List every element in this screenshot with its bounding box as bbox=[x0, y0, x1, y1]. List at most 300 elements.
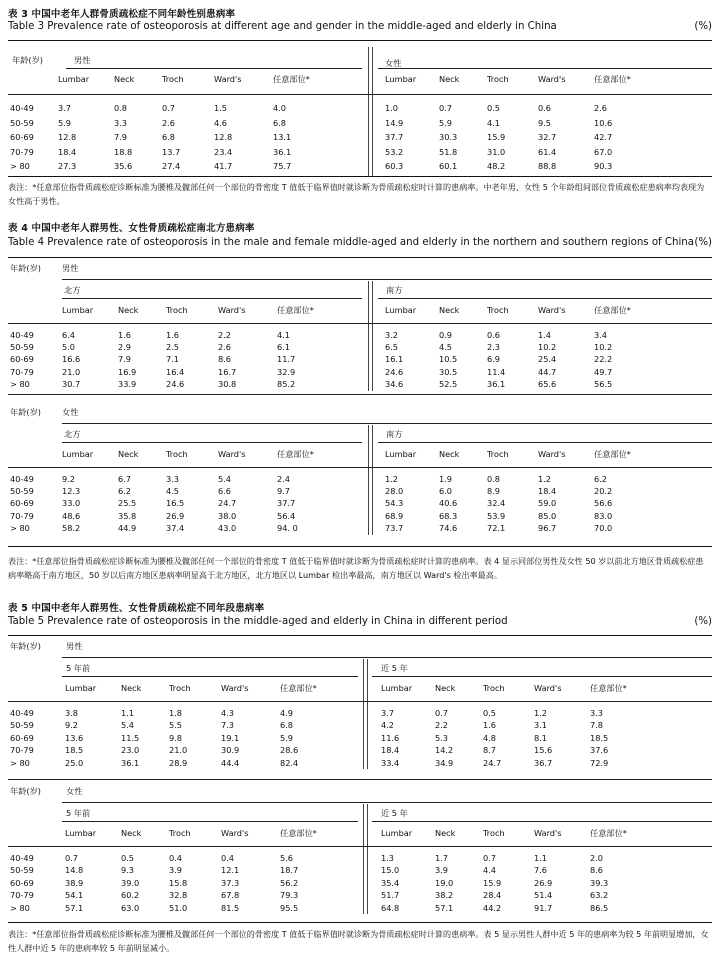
table5-mid-rule bbox=[8, 779, 712, 780]
table4-south-female-col-header: 任意部位* bbox=[594, 449, 631, 459]
table3-age: 70-79 bbox=[10, 146, 34, 157]
rule-line bbox=[62, 279, 712, 280]
rule-line bbox=[8, 467, 712, 468]
table5-divider bbox=[363, 659, 364, 769]
table4-age-female: 40-49 bbox=[10, 474, 34, 484]
table4-south-female-cell: 96.7 bbox=[538, 522, 557, 533]
table4-north-male-cell: 8.6 bbox=[218, 354, 232, 365]
table5-recent-female-cell: 39.3 bbox=[590, 877, 609, 888]
table4-north-male-cell: 6.1 bbox=[277, 342, 291, 353]
table3-female-cell: 32.7 bbox=[538, 132, 557, 143]
table4-north-female-cell: 4.5 bbox=[166, 486, 180, 497]
table3-note: 表注：*任意部位指骨质疏松症诊断标准为腰椎及髋部任何一个部位的骨密度 T 值低于临界值时就诊断为骨质疏松症时计算的患病率。中老年男、女性 5 个年龄组间部位骨质疏松症患病率均表现为女性高于男性。 bbox=[8, 182, 705, 206]
table5-before-female-cell: 0.7 bbox=[65, 853, 79, 863]
table5-recent-female-col-header: 任意部位* bbox=[590, 828, 627, 838]
table5-before-male-col-header: Lumbar bbox=[65, 683, 97, 693]
table3-male-cell: 0.8 bbox=[114, 103, 128, 113]
table5-before-male-col-header: Ward's bbox=[221, 683, 249, 693]
table4-south-male-cell: 56.5 bbox=[594, 378, 613, 389]
table5-before-female-cell: 18.7 bbox=[280, 865, 299, 876]
table4-north-female-cell: 56.4 bbox=[277, 510, 296, 521]
table5-before-female-cell: 54.1 bbox=[65, 890, 84, 901]
table4-north-male-cell: 7.9 bbox=[118, 354, 132, 365]
table5-sex-label-male: 男性 bbox=[66, 641, 83, 651]
table4-north-female-cell: 16.5 bbox=[166, 498, 185, 509]
table5-recent-male-cell: 3.1 bbox=[534, 720, 548, 731]
table5-before-male-cell: 25.0 bbox=[65, 757, 84, 768]
table3-male-cell: 0.7 bbox=[162, 103, 176, 113]
table4-north-label-male: 北方 bbox=[64, 285, 81, 295]
table4-south-male-cell: 2.3 bbox=[487, 342, 501, 353]
table5-before-male-cell: 7.3 bbox=[221, 720, 235, 731]
table5-before-male-cell: 82.4 bbox=[280, 757, 299, 768]
table4-south-female-cell: 73.7 bbox=[385, 522, 404, 533]
rule-line bbox=[62, 676, 358, 677]
table4-north-male-cell: 32.9 bbox=[277, 366, 296, 377]
table3-female-cell: 53.2 bbox=[385, 146, 404, 157]
table5-before-male-cell: 19.1 bbox=[221, 732, 240, 743]
table3-female-cell: 0.5 bbox=[487, 103, 501, 113]
table4-age-male: 70-79 bbox=[10, 366, 34, 377]
table5-recent-female-col-header: Ward's bbox=[534, 828, 562, 838]
table5-age-male: > 80 bbox=[10, 757, 30, 768]
table5-recent-male-col-header: Neck bbox=[435, 683, 456, 693]
table5-before-male-cell: 30.9 bbox=[221, 745, 240, 756]
table5-age-male: 50-59 bbox=[10, 720, 34, 731]
table4-top-rule bbox=[8, 257, 712, 258]
table3-age-header: 年龄(岁) bbox=[12, 55, 43, 65]
table4-south-female-col-header: Ward's bbox=[538, 449, 566, 459]
table3-male-col-header: Neck bbox=[114, 74, 135, 84]
table4-divider bbox=[372, 425, 373, 535]
table5-before-female-cell: 51.0 bbox=[169, 902, 188, 913]
table3-male-cell: 12.8 bbox=[214, 132, 233, 143]
table5-recent-male-cell: 0.7 bbox=[435, 708, 449, 718]
table4-south-male-cell: 22.2 bbox=[594, 354, 613, 365]
table4-age-male: 50-59 bbox=[10, 342, 34, 353]
table5-before-female-cell: 0.5 bbox=[121, 853, 135, 863]
table5-recent-male-cell: 4.8 bbox=[483, 732, 497, 743]
table3-male-cell: 12.8 bbox=[58, 132, 77, 143]
table5-recent-female-cell: 44.2 bbox=[483, 902, 502, 913]
table5-note: 表注：*任意部位指骨质疏松症诊断标准为腰椎及髋部任何一个部位的骨密度 T 值低于临界值时就诊断为骨质疏松症时计算的患病率。表 5 显示男性人群中近 5 年的患病率为较 5 年前明显增加，女性人群中近 5 年的患病率较 5 年前明显减小。 bbox=[8, 929, 709, 953]
table5-before-male-cell: 44.4 bbox=[221, 757, 240, 768]
table5-before-female-cell: 60.2 bbox=[121, 890, 140, 901]
table4-north-male-cell: 33.9 bbox=[118, 378, 137, 389]
table5-recent-male-col-header: 任意部位* bbox=[590, 683, 627, 693]
table5-recent-female-cell: 7.6 bbox=[534, 865, 548, 876]
table5-before-male-cell: 1.1 bbox=[121, 708, 135, 718]
table4-south-male-cell: 24.6 bbox=[385, 366, 404, 377]
table5-recent-male-cell: 18.5 bbox=[590, 732, 609, 743]
table4-north-female-cell: 33.0 bbox=[62, 498, 81, 509]
table4-south-female-cell: 59.0 bbox=[538, 498, 557, 509]
table4-south-male-cell: 0.9 bbox=[439, 330, 453, 340]
table5-before-male-col-header: 任意部位* bbox=[280, 683, 317, 693]
table3-age: 50-59 bbox=[10, 117, 34, 128]
table4-south-female-cell: 56.6 bbox=[594, 498, 613, 509]
table4-south-female-cell: 40.6 bbox=[439, 498, 458, 509]
table5-age-male: 70-79 bbox=[10, 745, 34, 756]
table3-male-cell: 13.1 bbox=[273, 132, 292, 143]
table4-south-male-col-header: Ward's bbox=[538, 305, 566, 315]
table4-south-male-cell: 0.6 bbox=[487, 330, 501, 340]
table3-female-cell: 37.7 bbox=[385, 132, 404, 143]
table4-age-header-female: 年龄(岁) bbox=[10, 407, 41, 417]
table4-north-female-cell: 9.2 bbox=[62, 474, 76, 484]
table5-before-female-cell: 12.1 bbox=[221, 865, 240, 876]
table3-male-cell: 2.6 bbox=[162, 117, 176, 128]
table5-before-female-cell: 95.5 bbox=[280, 902, 299, 913]
table5-recent-female-cell: 28.4 bbox=[483, 890, 502, 901]
table3-male-cell: 36.1 bbox=[273, 146, 292, 157]
table3-male-cell: 4.6 bbox=[214, 117, 228, 128]
table4-north-male-cell: 16.4 bbox=[166, 366, 185, 377]
table4-south-female-cell: 70.0 bbox=[594, 522, 613, 533]
table4-north-female-cell: 38.0 bbox=[218, 510, 237, 521]
table4-north-female-cell: 48.6 bbox=[62, 510, 81, 521]
table3-female-cell: 61.4 bbox=[538, 146, 557, 157]
table4-south-female-cell: 83.0 bbox=[594, 510, 613, 521]
table4-south-label-male: 南方 bbox=[386, 285, 403, 295]
table4-age-male: 40-49 bbox=[10, 330, 34, 340]
table5-age-male: 60-69 bbox=[10, 732, 34, 743]
table3-female-cell: 0.7 bbox=[439, 103, 453, 113]
table4-north-female-cell: 5.4 bbox=[218, 474, 232, 484]
table4-north-female-col-header: Ward's bbox=[218, 449, 246, 459]
table5-recent-female-col-header: Lumbar bbox=[381, 828, 413, 838]
table4-age-female: 60-69 bbox=[10, 498, 34, 509]
table4-south-male-cell: 6.5 bbox=[385, 342, 399, 353]
table5-before-male-cell: 4.3 bbox=[221, 708, 235, 718]
table5-before-male-col-header: Troch bbox=[169, 683, 191, 693]
table4-age-male: 60-69 bbox=[10, 354, 34, 365]
table3-female-cell: 60.1 bbox=[439, 161, 458, 172]
table4-north-male-cell: 2.5 bbox=[166, 342, 180, 353]
table3-female-col-header: Neck bbox=[439, 74, 460, 84]
table4-north-male-cell: 11.7 bbox=[277, 354, 296, 365]
table5-recent-male-cell: 7.8 bbox=[590, 720, 604, 731]
table4-north-female-cell: 24.7 bbox=[218, 498, 237, 509]
table5-before-female-cell: 32.8 bbox=[169, 890, 188, 901]
table4-south-female-cell: 20.2 bbox=[594, 486, 613, 497]
table5-before-male-cell: 3.8 bbox=[65, 708, 79, 718]
table5-before-female-cell: 81.5 bbox=[221, 902, 240, 913]
table5-before-female-cell: 37.3 bbox=[221, 877, 240, 888]
table5-recent-male-cell: 3.3 bbox=[590, 708, 604, 718]
table3-male-cell: 18.8 bbox=[114, 146, 133, 157]
rule-line bbox=[62, 298, 362, 299]
table3-female-cell: 31.0 bbox=[487, 146, 506, 157]
table5-recent-female-cell: 51.7 bbox=[381, 890, 400, 901]
table4-note: 表注：*任意部位指骨质疏松症诊断标准为腰椎及髋部任何一个部位的骨密度 T 值低于临界值时就诊断为骨质疏松症时计算的患病率。表 4 显示同部位男性及女性 50 岁以前北方地区骨质疏松症患病率略高于南方地区，50 岁以后南方地区患病率明显高于北方地区，北方地区以 Lumbar 检出率最高，南方地区以 Ward's 检出率最高。 bbox=[8, 556, 704, 580]
table4-south-male-cell: 25.4 bbox=[538, 354, 557, 365]
table3-male-cell: 6.8 bbox=[162, 132, 176, 143]
table4-north-female-cell: 37.4 bbox=[166, 522, 185, 533]
table3-bottom-rule bbox=[8, 176, 712, 177]
table3-male-cell: 23.4 bbox=[214, 146, 233, 157]
table4-north-female-col-header: Lumbar bbox=[62, 449, 94, 459]
table3-male-cell: 6.8 bbox=[273, 117, 287, 128]
table5-age-header-female: 年龄(岁) bbox=[10, 786, 41, 796]
table3-female-cell: 90.3 bbox=[594, 161, 613, 172]
table5-before-female-col-header: Neck bbox=[121, 828, 142, 838]
table4-south-female-cell: 1.9 bbox=[439, 474, 453, 484]
table3-female-cell: 88.8 bbox=[538, 161, 557, 172]
table4-south-male-cell: 36.1 bbox=[487, 378, 506, 389]
table4-south-female-cell: 1.2 bbox=[538, 474, 552, 484]
table4-north-female-col-header: 任意部位* bbox=[277, 449, 314, 459]
table5-before-male-cell: 9.8 bbox=[169, 732, 183, 743]
table5-recent-male-cell: 18.4 bbox=[381, 745, 400, 756]
table5-age-female: 60-69 bbox=[10, 877, 34, 888]
table5-before-label-male: 5 年前 bbox=[66, 663, 91, 673]
table3-female-label: 女性 bbox=[385, 58, 402, 68]
table3-male-cell: 13.7 bbox=[162, 146, 181, 157]
table3-female-col-header: Ward's bbox=[538, 74, 566, 84]
table3-female-cell: 51.8 bbox=[439, 146, 458, 157]
table5-recent-female-cell: 15.0 bbox=[381, 865, 400, 876]
table5-top-rule bbox=[8, 635, 712, 636]
table5-before-female-col-header: Troch bbox=[169, 828, 191, 838]
table4-mid-rule bbox=[8, 394, 712, 395]
table5-before-female-cell: 57.1 bbox=[65, 902, 84, 913]
table5-before-male-cell: 5.4 bbox=[121, 720, 135, 731]
table3-top-rule bbox=[8, 40, 712, 41]
table4-south-female-cell: 6.0 bbox=[439, 486, 453, 497]
table5-before-male-cell: 23.0 bbox=[121, 745, 140, 756]
table4-south-male-cell: 11.4 bbox=[487, 366, 506, 377]
table5-recent-label-male: 近 5 年 bbox=[381, 663, 408, 673]
table4-north-male-cell: 6.4 bbox=[62, 330, 76, 340]
table5-recent-female-cell: 38.2 bbox=[435, 890, 454, 901]
table5-recent-female-cell: 91.7 bbox=[534, 902, 553, 913]
table5-recent-male-cell: 34.9 bbox=[435, 757, 454, 768]
table5-before-male-cell: 5.5 bbox=[169, 720, 183, 731]
table5-recent-female-col-header: Troch bbox=[483, 828, 505, 838]
table5-recent-male-cell: 14.2 bbox=[435, 745, 454, 756]
table4-south-female-cell: 72.1 bbox=[487, 522, 506, 533]
table4-bottom-rule bbox=[8, 546, 712, 547]
table4-north-female-cell: 58.2 bbox=[62, 522, 81, 533]
table3-male-cell: 4.0 bbox=[273, 103, 287, 113]
table4-south-male-cell: 49.7 bbox=[594, 366, 613, 377]
table4-north-male-cell: 1.6 bbox=[166, 330, 180, 340]
table5-recent-female-cell: 2.0 bbox=[590, 853, 604, 863]
table4-north-male-col-header: Ward's bbox=[218, 305, 246, 315]
table4-south-male-cell: 10.2 bbox=[538, 342, 557, 353]
table4-north-male-cell: 16.9 bbox=[118, 366, 137, 377]
table5-before-female-cell: 63.0 bbox=[121, 902, 140, 913]
rule-line bbox=[62, 442, 362, 443]
table4-north-female-cell: 37.7 bbox=[277, 498, 296, 509]
table5-recent-male-cell: 0.5 bbox=[483, 708, 497, 718]
rule-line bbox=[372, 821, 712, 822]
table4-north-female-cell: 3.3 bbox=[166, 474, 180, 484]
table4-south-female-col-header: Lumbar bbox=[385, 449, 417, 459]
table4-sex-label-male: 男性 bbox=[62, 263, 79, 273]
table5-title-en bbox=[8, 616, 712, 627]
table3-female-cell: 42.7 bbox=[594, 132, 613, 143]
table5-age-header-male: 年龄(岁) bbox=[10, 641, 41, 651]
table3-female-cell: 9.5 bbox=[538, 117, 552, 128]
table3-header-rule bbox=[8, 94, 712, 95]
table3-female-cell: 4.1 bbox=[487, 117, 501, 128]
table4-south-female-cell: 1.2 bbox=[385, 474, 399, 484]
table4-north-female-cell: 26.9 bbox=[166, 510, 185, 521]
table5-recent-female-cell: 1.3 bbox=[381, 853, 395, 863]
table5-recent-female-cell: 4.4 bbox=[483, 865, 497, 876]
table5-recent-male-col-header: Lumbar bbox=[381, 683, 413, 693]
table5-recent-male-cell: 5.3 bbox=[435, 732, 449, 743]
table4-south-female-cell: 0.8 bbox=[487, 474, 501, 484]
table5-divider bbox=[367, 659, 368, 769]
table5-recent-label-female: 近 5 年 bbox=[381, 808, 408, 818]
table4-south-female-cell: 18.4 bbox=[538, 486, 557, 497]
table5-recent-female-col-header: Neck bbox=[435, 828, 456, 838]
table5-before-male-cell: 13.6 bbox=[65, 732, 84, 743]
table4-south-male-col-header: 任意部位* bbox=[594, 305, 631, 315]
table3-female-cell: 1.0 bbox=[385, 103, 399, 113]
table4-south-female-cell: 8.9 bbox=[487, 486, 501, 497]
table3-female-col-header: Troch bbox=[487, 74, 509, 84]
table4-north-male-cell: 16.6 bbox=[62, 354, 81, 365]
table5-before-male-cell: 21.0 bbox=[169, 745, 188, 756]
table4-south-male-cell: 4.5 bbox=[439, 342, 453, 353]
table5-recent-female-cell: 0.7 bbox=[483, 853, 497, 863]
table5-recent-male-cell: 8.7 bbox=[483, 745, 497, 756]
table5-recent-female-cell: 8.6 bbox=[590, 865, 604, 876]
table4-age-male: > 80 bbox=[10, 378, 30, 389]
table4-south-male-cell: 3.4 bbox=[594, 330, 608, 340]
table5-recent-female-cell: 19.0 bbox=[435, 877, 454, 888]
table3-female-cell: 30.3 bbox=[439, 132, 458, 143]
table5-recent-female-cell: 64.8 bbox=[381, 902, 400, 913]
table3-male-cell: 5.9 bbox=[58, 117, 72, 128]
table3-percent-unit: (%) bbox=[694, 21, 712, 32]
table3-male-cell: 27.4 bbox=[162, 161, 181, 172]
table4-north-male-col-header: 任意部位* bbox=[277, 305, 314, 315]
table3-male-cell: 3.3 bbox=[114, 117, 128, 128]
table4-south-male-col-header: Neck bbox=[439, 305, 460, 315]
table5-age-female: > 80 bbox=[10, 902, 30, 913]
table5-before-female-cell: 38.9 bbox=[65, 877, 84, 888]
table4-north-male-cell: 2.2 bbox=[218, 330, 232, 340]
table4-south-male-cell: 65.6 bbox=[538, 378, 557, 389]
table3-female-col-header: 任意部位* bbox=[594, 74, 631, 84]
rule-line bbox=[62, 821, 358, 822]
table3-female-cell: 67.0 bbox=[594, 146, 613, 157]
table4-south-female-cell: 53.9 bbox=[487, 510, 506, 521]
table5-recent-male-col-header: Ward's bbox=[534, 683, 562, 693]
table3-male-cell: 27.3 bbox=[58, 161, 77, 172]
rule-line bbox=[8, 701, 712, 702]
table5-age-male: 40-49 bbox=[10, 708, 34, 718]
table5-recent-male-cell: 72.9 bbox=[590, 757, 609, 768]
rule-line bbox=[8, 846, 712, 847]
table3-male-cell: 75.7 bbox=[273, 161, 292, 172]
table5-before-male-cell: 36.1 bbox=[121, 757, 140, 768]
table3-female-cell: 0.6 bbox=[538, 103, 552, 113]
table3-age: 60-69 bbox=[10, 132, 34, 143]
table5-before-female-cell: 39.0 bbox=[121, 877, 140, 888]
table5-recent-male-col-header: Troch bbox=[483, 683, 505, 693]
table4-south-label-female: 南方 bbox=[386, 429, 403, 439]
table4-age-female: 50-59 bbox=[10, 486, 34, 497]
table4-south-male-cell: 16.1 bbox=[385, 354, 404, 365]
table4-north-male-cell: 2.9 bbox=[118, 342, 132, 353]
table5-before-label-female: 5 年前 bbox=[66, 808, 91, 818]
table3-female-cell: 15.9 bbox=[487, 132, 506, 143]
table4-south-male-cell: 44.7 bbox=[538, 366, 557, 377]
table4-north-female-cell: 35.8 bbox=[118, 510, 137, 521]
table4-south-female-cell: 6.2 bbox=[594, 474, 608, 484]
table4-south-male-cell: 52.5 bbox=[439, 378, 458, 389]
table4-north-male-cell: 5.0 bbox=[62, 342, 76, 353]
table3-male-col-header: Troch bbox=[162, 74, 184, 84]
table5-recent-female-cell: 63.2 bbox=[590, 890, 609, 901]
table3-female-cell: 14.9 bbox=[385, 117, 404, 128]
table3-female-cell: 2.6 bbox=[594, 103, 608, 113]
table3-female-cell: 48.2 bbox=[487, 161, 506, 172]
table3-divider bbox=[368, 47, 369, 176]
table3-title-cn: 表 3 中国中老年人群骨质疏松症不同年龄性别患病率 bbox=[8, 9, 236, 20]
table4-divider bbox=[368, 281, 369, 391]
rule-line bbox=[62, 423, 712, 424]
table4-north-female-col-header: Neck bbox=[118, 449, 139, 459]
table5-recent-male-cell: 4.2 bbox=[381, 720, 395, 731]
table4-divider bbox=[368, 425, 369, 535]
table4-north-female-cell: 94. 0 bbox=[277, 522, 298, 533]
table3-female-cell: 10.6 bbox=[594, 117, 613, 128]
rule-line bbox=[378, 442, 712, 443]
table4-south-male-cell: 10.5 bbox=[439, 354, 458, 365]
table5-percent-unit: (%) bbox=[694, 616, 712, 627]
table3-age: > 80 bbox=[10, 161, 30, 172]
table5-before-male-cell: 18.5 bbox=[65, 745, 84, 756]
table3-male-cell: 1.5 bbox=[214, 103, 228, 113]
rule-line bbox=[378, 68, 712, 69]
table5-recent-male-cell: 1.2 bbox=[534, 708, 548, 718]
table4-north-male-cell: 2.6 bbox=[218, 342, 232, 353]
table3-male-col-header: Lumbar bbox=[58, 74, 90, 84]
table4-north-male-cell: 4.1 bbox=[277, 330, 291, 340]
rule-line bbox=[372, 676, 712, 677]
table5-before-female-cell: 3.9 bbox=[169, 865, 183, 876]
table4-south-female-cell: 28.0 bbox=[385, 486, 404, 497]
table4-north-male-cell: 21.0 bbox=[62, 366, 81, 377]
table5-before-female-col-header: 任意部位* bbox=[280, 828, 317, 838]
rule-line bbox=[62, 657, 712, 658]
table5-recent-female-cell: 26.9 bbox=[534, 877, 553, 888]
table3-male-cell: 41.7 bbox=[214, 161, 233, 172]
table4-north-female-cell: 12.3 bbox=[62, 486, 81, 497]
table4-south-female-cell: 85.0 bbox=[538, 510, 557, 521]
table3-title-en bbox=[8, 21, 712, 32]
table4-north-female-col-header: Troch bbox=[166, 449, 188, 459]
table4-south-male-cell: 6.9 bbox=[487, 354, 501, 365]
rule-line bbox=[8, 323, 712, 324]
table3-age: 40-49 bbox=[10, 103, 34, 113]
table5-recent-male-cell: 11.6 bbox=[381, 732, 400, 743]
table5-recent-female-cell: 1.7 bbox=[435, 853, 449, 863]
table5-title-cn: 表 5 中国中老年人群男性、女性骨质疏松症不同年段患病率 bbox=[8, 603, 265, 614]
rule-line bbox=[66, 68, 362, 69]
table4-north-label-female: 北方 bbox=[64, 429, 81, 439]
table5-before-male-cell: 6.8 bbox=[280, 720, 294, 731]
table5-recent-female-cell: 1.1 bbox=[534, 853, 548, 863]
table4-south-female-cell: 32.4 bbox=[487, 498, 506, 509]
